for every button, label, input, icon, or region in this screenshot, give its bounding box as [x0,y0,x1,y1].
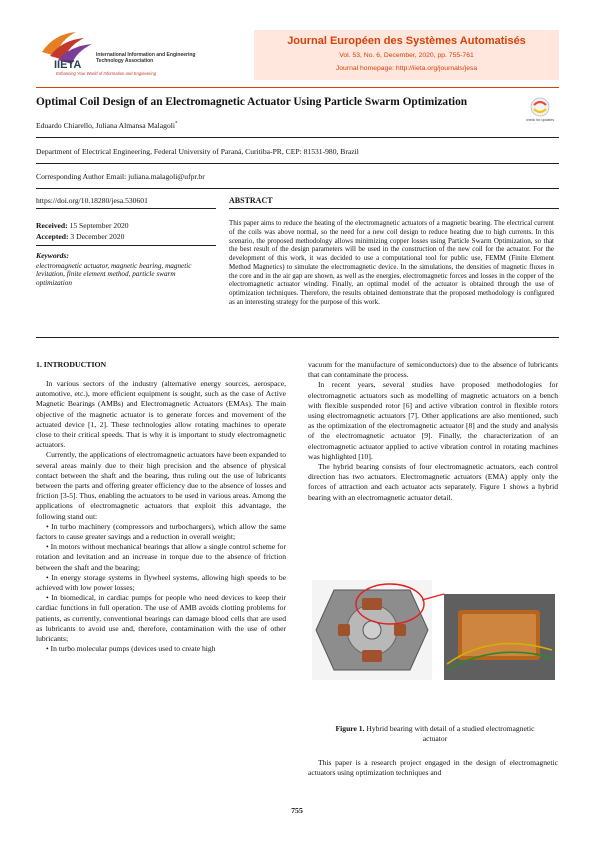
paragraph: In recent years, several studies have proposed methodologies for electromagnetic actuators such as modelling of magnetic actuators on a bench with flexible suspended rotor [6] and active vibration control in flexible rotors using electromagnetic actuators [7]. Other applications are also mentioned, such as the optimization of the electromagnetic actuator [8] and the study and analysis of the electromagnetic actuator [9]. Finally, the characterization of an electromagnetic actuator applied to active vibration control in rotating machines was highlighted [10]. [308,380,558,461]
body-left-column [36,360,286,654]
received-label: Received: [36,221,68,230]
check-updates-icon [525,97,555,123]
divider [36,208,216,209]
journal-header-box [254,30,559,80]
keywords-label: Keywords: [36,251,69,260]
org-tagline: Enhancing Your World of Information and Engineering [56,71,157,76]
org-abbrev: IIETA [54,59,82,71]
paragraph: This paper is a research project engaged in the design of electromagnetic actuators using optimization techniques and [308,758,558,778]
accepted-date: 3 December 2020 [70,232,125,241]
journal-title: Journal Européen des Systèmes Automatisés [287,35,526,47]
dates-block [36,220,129,242]
keywords-list: electromagnetic actuator, magnetic bearing, magnetic levitation, finite element method, particle swarm optimization [36,261,192,287]
affiliation: Department of Electrical Engineering, Federal University of Paraná, Curitiba-PR, CEP: 81531-980, Brazil [36,147,359,156]
hybrid-bearing-photo [312,580,555,680]
bullet-item: • In energy storage systems in flywheel systems, allowing high speeds to be achieved with low power losses; [36,572,286,593]
abstract-heading: ABSTRACT [229,196,273,205]
paragraph: Currently, the applications of electromagnetic actuators have been expanded to several areas mainly due to their high precision and the absence of physical contact between the shaft and the bearing, thus ruling out the use of lubricants between the parts and offering greater efficiency due to the absence of losses and friction [3-5]. Thus, enabling the actuators to be used in various areas. Among the applications of electromagnetic actuators that exploit this advantage, the following stand out: [36,450,286,521]
figure-caption [330,724,540,744]
abstract-text: This paper aims to reduce the heating of the electromagnetic actuators of a magnetic bearing. The electrical current of the coils was above normal, so the need for a new coil design to reduce heating due to high currents. In this scenario, the proposed methodology allows minimizing copper losses using Particle Swarm Optimization, so that the best result of the design parameters will be used in the construction of the new coil for the actuator. For the development of this work, it was decided to use a computational tool for public use, FEMM (Finite Element Method Magnetics) to simulate the electromagnetic device. In the simulations, the densities of magnetic fluxes in the core and in the air gap are shown, as well as the energies, electromagnetic forces and losses in the copper of the electromagnetic actuator winding. Finally, an optimal model of the actuator is obtained through the use of optimization techniques. Therefore, the results obtained demonstrate that the proposed methodology is configured as an interesting strategy for the purpose of this work. [229,219,554,306]
divider [229,208,559,209]
corresponding-mark: * [174,121,178,127]
keywords-block [36,252,211,287]
bullet-item: • In motors without mechanical bearings that allow a single control scheme for rotation and levitation and an increase in torque due to the absence of friction between the shaft and the bearing; [36,542,286,572]
authors: Eduardo Chiarello, Juliana Almansa Malagoli [36,121,175,130]
journal-homepage-link[interactable]: Journal homepage: http://iieta.org/journals/jesa [335,65,478,72]
author-line [36,121,177,130]
divider [36,337,559,338]
paragraph: In various sectors of the industry (alternative energy sources, aerospace, automotive, etc.), more efficient equipment is sought, such as the case of Active Magnetic Bearings (AMBs) and Electromagnetic Actuators (EMAs). The main objective of the magnetic actuator is to generate forces and movement of the actuated device [1, 2]. These technologies allow rotating machines to operate close to their critical speeds. That is why it is important to study electromagnetic actuators. [36,379,286,450]
header-rule [36,87,559,88]
volume-info: Vol. 53, No. 6, December, 2020, pp. 755-761 [339,52,474,59]
check-updates-label: check for updates [525,118,555,122]
figure-label: Figure 1. [335,724,365,733]
figure-1-image [312,580,555,680]
page-number: 755 [291,806,303,815]
check-updates-badge[interactable] [525,97,555,123]
doi-link[interactable]: https://doi.org/10.18280/jesa.530601 [36,196,148,205]
corresponding-author: Corresponding Author Email: juliana.malagoli@ufpr.br [36,172,205,181]
org-name: International Information and Engineering Technology Association [96,52,196,64]
bullet-item: • In turbo molecular pumps (devices used to create high [46,644,216,654]
divider [36,245,216,246]
divider [36,137,559,138]
section-heading: 1. INTRODUCTION [36,360,107,369]
iieta-emblem-icon [36,30,96,70]
paragraph: vacuum for the manufacture of semiconductors) due to the absence of lubricants that can contaminate the process. [308,360,558,380]
publisher-logo [36,30,196,80]
received-date: 15 September 2020 [69,221,129,230]
bullet-item: • In biomedical, in cardiac pumps for people who need devices to keep their cardiac functions in full operation. The use of AMB avoids clotting problems for patients, as currently, conventional bearings can damage blood cells that are used as lubricants to avoid use and, therefore, contamination with the use of other lubricants; [36,593,286,644]
post-figure-text [308,758,558,778]
accepted-label: Accepted: [36,232,69,241]
divider [36,163,559,164]
paper-title: Optimal Coil Design of an Electromagnetic Actuator Using Particle Swarm Optimization [36,96,468,108]
bullet-item: • In turbo machinery (compressors and turbochargers), which allow the same factors to cause greater savings and a reduction in overall weight; [36,521,286,542]
divider [36,188,559,189]
figure-caption-text: Hybrid bearing with detail of a studied electromagnetic actuator [366,724,535,743]
paragraph: The hybrid bearing consists of four electromagnetic actuators, each control direction has two actuators. Electromagnetic actuators (EMA) apply only the forces of attraction and each actuator acts separately. Figure 1 shows a hybrid bearing with an electromagnetic actuator detail. [308,462,558,502]
body-right-column [308,360,558,503]
